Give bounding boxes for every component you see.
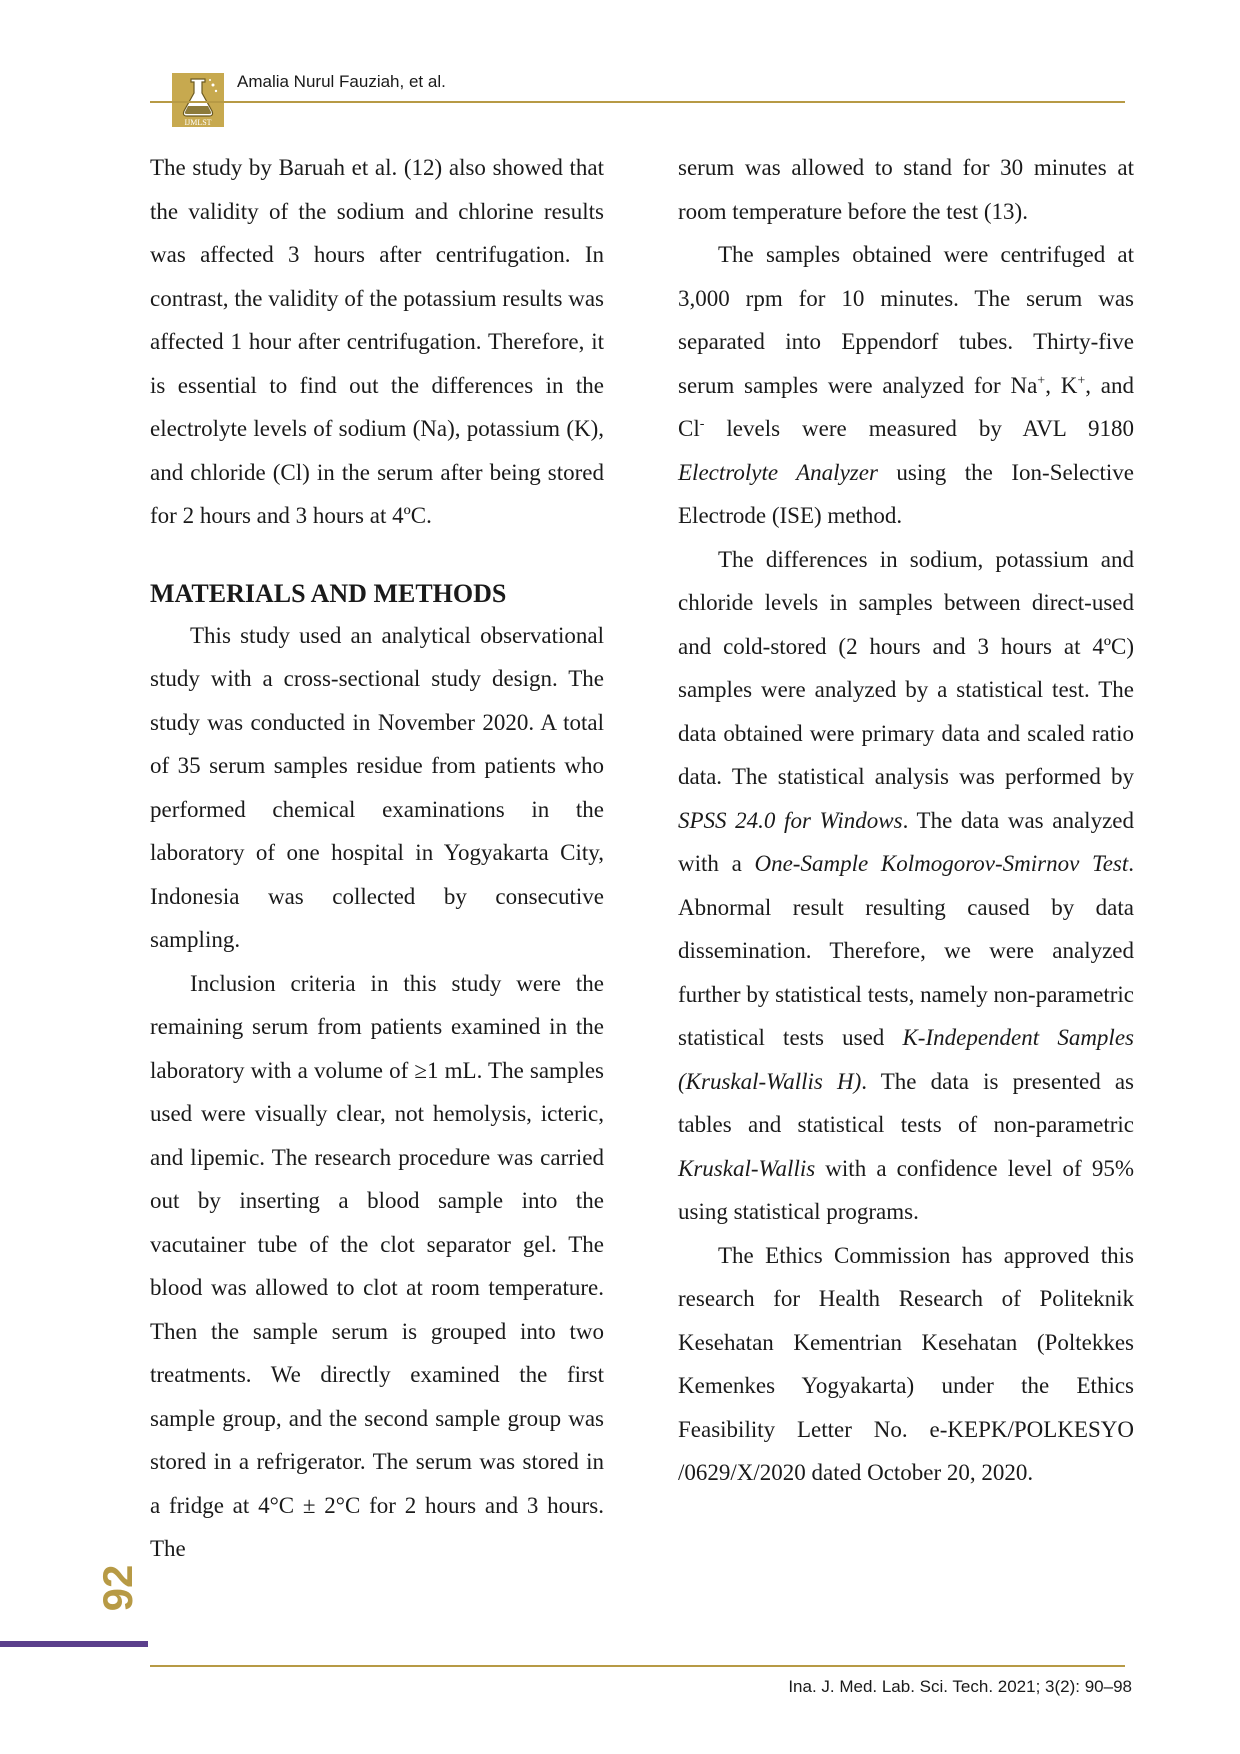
text-run: The differences in sodium, potassium and chloride levels in samples between direct-used and cold-stored (2 hours and 3 hours at 4ºC) samples were analyzed by a statistical test. The data obtained were primary data and scaled ratio data. The statistical analysis was performed by (678, 546, 1134, 789)
footer-accent-bar (0, 1641, 148, 1647)
logo-label: IJMLST (184, 118, 212, 127)
journal-logo (172, 73, 224, 127)
paragraph-text: This study used an analytical observational study with a cross-sectional study design. The study was conducted in November 2020. A total of 35 serum samples residue from patients who performed chemical examinations in the laboratory of one hospital in Yogyakarta City, Indonesia was collected by consecutive sampling. (150, 622, 604, 952)
paragraph-serum-standing (678, 146, 1134, 233)
italic-instrument-name: Electrolyte Analyzer (678, 459, 878, 485)
right-column (678, 146, 1134, 1495)
running-header-author: Amalia Nurul Fauziah, et al. (237, 72, 446, 91)
left-column (150, 146, 604, 1571)
text-run: The samples obtained were centrifuged at 3,000 rpm for 10 minutes. The serum was separated into Eppendorf tubes. Thirty-five serum samples were analyzed for Na (678, 242, 1134, 398)
superscript-charge: + (1037, 372, 1046, 388)
footer-citation: Ina. J. Med. Lab. Sci. Tech. 2021; 3(2): 90–98 (788, 1677, 1132, 1696)
italic-test-name: K-Independent Samples (Kruskal-Wallis H) (678, 1025, 1134, 1094)
paragraph-study-design (150, 614, 604, 962)
paragraph-text: The Ethics Commission has approved this research for Health Research of Politeknik Kesehatan Kementrian Kesehatan (Poltekkes Kemenkes Yogyakarta) under the Ethics Feasibility Letter No. e-KEPK/POLKESYO /0629/X/2020 dated October 20, 2020. (678, 1242, 1134, 1485)
footer-divider (150, 1665, 1125, 1667)
paragraph-centrifugation (678, 233, 1134, 538)
superscript-charge: - (699, 416, 705, 432)
page-number: 92 (94, 1564, 141, 1612)
header-divider (150, 101, 1125, 103)
text-run: using the Ion-Selective Electrode (ISE) method. (678, 459, 1134, 528)
text-run: levels were measured by AVL 9180 (704, 416, 1134, 441)
text-run: . The data is presented as tables and statistical tests of non-parametric (678, 1068, 1134, 1137)
text-run: . The data was analyzed with a (678, 807, 1134, 876)
text-run: , and Cl (678, 372, 1134, 441)
italic-software-name: SPSS 24.0 for Windows (678, 807, 903, 833)
italic-test-name: Kruskal-Wallis (678, 1155, 816, 1181)
superscript-charge: + (1077, 372, 1086, 388)
text-run: with a confidence level of 95% using statistical programs. (678, 1155, 1134, 1224)
text-run: . Abnormal result resulting caused by data dissemination. Therefore, we were analyzed further by statistical tests, namely non-parametric statistical tests used (678, 851, 1135, 1050)
paragraph-inclusion-criteria (150, 962, 604, 1571)
paragraph-text: The study by Baruah et al. (12) also showed that the validity of the sodium and chlorine results was affected 3 hours after centrifugation. In contrast, the validity of the potassium results was affected 1 hour after centrifugation. Therefore, it is essential to find out the differences in the electrolyte levels of sodium (Na), potassium (K), and chloride (Cl) in the serum after being stored for 2 hours and 3 hours at 4ºC. (150, 155, 604, 528)
paragraph-intro-continuation (150, 146, 604, 538)
paragraph-text: serum was allowed to stand for 30 minutes at room temperature before the test (13). (678, 155, 1134, 224)
paragraph-statistical-analysis (678, 538, 1134, 1234)
section-heading-materials-methods: MATERIALS AND METHODS (150, 578, 507, 608)
italic-test-name: One-Sample Kolmogorov-Smirnov Test (754, 851, 1129, 876)
text-run: , K (1045, 372, 1078, 398)
paragraph-text: Inclusion criteria in this study were the remaining serum from patients examined in the laboratory with a volume of ≥1 mL. The samples used were visually clear, not hemolysis, icteric, and lipemic. The research procedure was carried out by inserting a blood sample into the vacutainer tube of the clot separator gel. The blood was allowed to clot at room temperature. Then the sample serum is grouped into two treatments. We directly examined the first sample group, and the second sample group was stored in a refrigerator. The serum was stored in a fridge at 4°C ± 2°C for 2 hours and 3 hours. The (150, 970, 604, 1561)
paragraph-ethics-approval (678, 1234, 1134, 1495)
